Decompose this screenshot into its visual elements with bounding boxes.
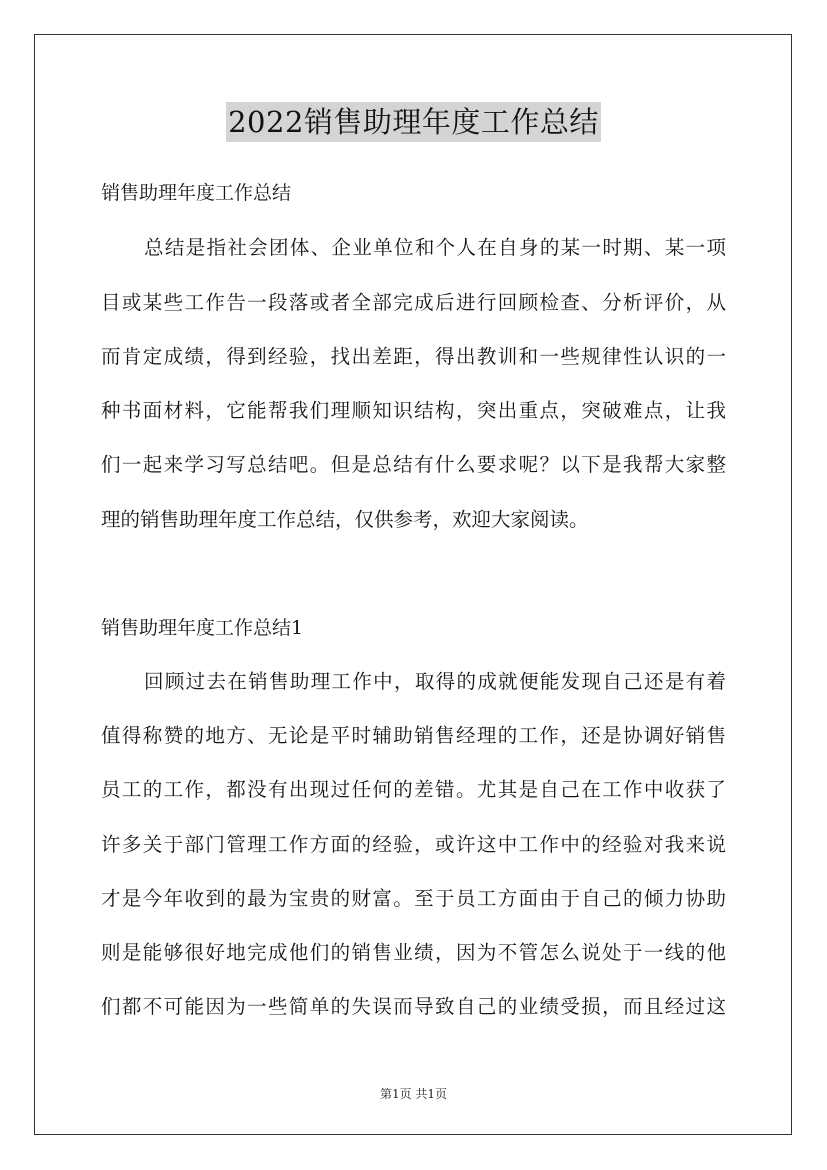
page-number: 第1页 共1页: [379, 1087, 448, 1101]
intro-line: 理的销售助理年度工作总结，仅供参考，欢迎大家阅读。: [101, 508, 589, 531]
section-line: 员工的工作，都没有出现过任何的差错。尤其是自己在工作中收获了: [101, 778, 726, 801]
section-line: 则是能够很好地完成他们的销售业绩，因为不管怎么说处于一线的他: [101, 941, 726, 964]
section-heading: 销售助理年度工作总结1: [101, 617, 304, 639]
intro-line: 总结是指社会团体、企业单位和个人在自身的某一时期、某一项: [144, 236, 726, 259]
title-container: [0, 102, 827, 142]
intro-line: 目或某些工作告一段落或者全部完成后进行回顾检查、分析评价，从: [101, 291, 726, 314]
intro-heading: 销售助理年度工作总结: [101, 182, 292, 204]
section-line: 许多关于部门管理工作方面的经验，或许这中工作中的经验对我来说: [101, 833, 726, 856]
intro-line: 而肯定成绩，得到经验，找出差距，得出教训和一些规律性认识的一: [101, 345, 726, 368]
section-line: 回顾过去在销售助理工作中，取得的成就便能发现自己还是有着: [144, 670, 726, 693]
section-line: 们都不可能因为一些简单的失误而导致自己的业绩受损，而且经过这: [101, 995, 726, 1018]
section-line: 值得称赞的地方、无论是平时辅助销售经理的工作，还是协调好销售: [101, 724, 726, 747]
intro-line: 们一起来学习写总结吧。但是总结有什么要求呢？以下是我帮大家整: [101, 453, 726, 476]
document-title: 2022销售助理年度工作总结: [226, 102, 601, 142]
section-line: 才是今年收到的最为宝贵的财富。至于员工方面由于自己的倾力协助: [101, 887, 726, 910]
intro-line: 种书面材料，它能帮我们理顺知识结构，突出重点，突破难点，让我: [101, 399, 726, 422]
